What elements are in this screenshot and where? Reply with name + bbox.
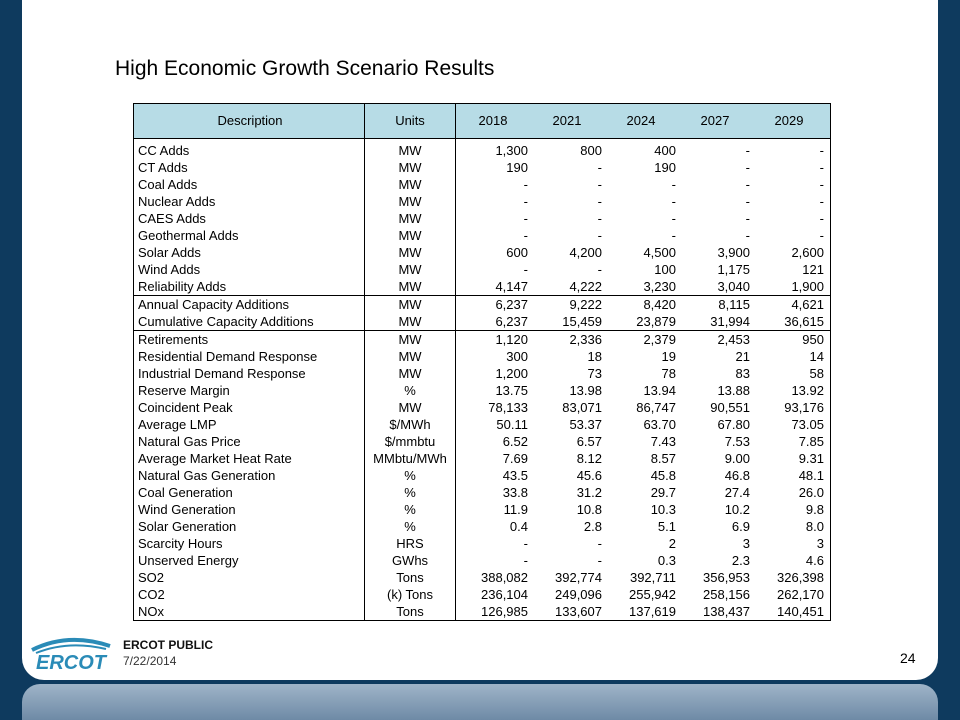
cell-value: - [597, 210, 602, 226]
cell-value: 10.8 [576, 501, 602, 517]
header-year: 2018 [456, 104, 531, 139]
table-row [134, 603, 831, 621]
cell-value: 0.3 [657, 552, 676, 568]
cell-value: 2,379 [604, 331, 678, 349]
cell-value: 137,619 [604, 603, 678, 621]
cell-value: 7.43 [650, 433, 676, 449]
cell-value: 7.69 [502, 450, 528, 466]
cell-value: - [523, 552, 528, 568]
cell-value: - [745, 210, 750, 226]
row-description: Unserved Energy [134, 552, 365, 569]
cell-value: - [597, 552, 602, 568]
cell-value: - [752, 227, 831, 244]
cell-value: 2 [668, 535, 676, 551]
cell-value: 13.75 [495, 382, 528, 398]
cell-value: 58 [752, 365, 831, 382]
table-row [134, 518, 831, 535]
cell-value: 100 [654, 261, 676, 277]
table-row [134, 552, 831, 569]
table-row [134, 210, 831, 227]
cell-value: 326,398 [752, 569, 831, 586]
cell-value: 90,551 [710, 399, 750, 415]
cell-value: 10.2 [724, 501, 750, 517]
row-description: Wind Generation [134, 501, 365, 518]
cell-value: 3,040 [717, 278, 750, 294]
row-description: Nuclear Adds [134, 193, 365, 210]
cell-value: 36,615 [752, 313, 831, 331]
table-row [134, 416, 831, 433]
cell-value: 46.8 [724, 467, 750, 483]
cell-value: 29.7 [650, 484, 676, 500]
row-units: MW [365, 399, 456, 416]
cell-value: 255,942 [629, 586, 676, 602]
header-units: Units [365, 104, 456, 139]
cell-value: 950 [752, 331, 831, 349]
cell-value: 7.53 [724, 433, 750, 449]
cell-value: - [752, 193, 831, 210]
row-description: CC Adds [134, 142, 365, 159]
page-number: 24 [900, 650, 916, 666]
row-description: Geothermal Adds [134, 227, 365, 244]
cell-value: - [597, 193, 602, 209]
cell-value: 2.3 [731, 552, 750, 568]
row-units: MW [365, 244, 456, 261]
cell-value: 13.92 [752, 382, 831, 399]
cell-value: 258,156 [703, 586, 750, 602]
slide-title: High Economic Growth Scenario Results [115, 57, 495, 80]
classification-label: ERCOT PUBLIC [123, 638, 213, 652]
row-description: Industrial Demand Response [134, 365, 365, 382]
cell-value: 190 [506, 159, 528, 175]
table-header-row [134, 104, 831, 139]
cell-value: 6.52 [502, 433, 528, 449]
cell-value: 8.12 [576, 450, 602, 466]
cell-value: 6.57 [576, 433, 602, 449]
table-row [134, 433, 831, 450]
row-description: CO2 [134, 586, 365, 603]
cell-value: 6,237 [495, 313, 528, 329]
cell-value: 356,953 [703, 569, 750, 585]
cell-value: 133,607 [530, 603, 604, 621]
cell-value: 1,900 [752, 278, 831, 296]
footer [123, 638, 213, 668]
cell-value: - [523, 193, 528, 209]
cell-value: 392,774 [555, 569, 602, 585]
row-units: (k) Tons [365, 586, 456, 603]
table-row [134, 227, 831, 244]
cell-value: - [523, 210, 528, 226]
cell-value: 3,900 [717, 244, 750, 260]
cell-value: 140,451 [752, 603, 831, 621]
header-year: 2021 [530, 104, 604, 139]
cell-value: 19 [661, 348, 676, 364]
cell-value: 0.4 [509, 518, 528, 534]
row-description: CT Adds [134, 159, 365, 176]
cell-value: 9.8 [752, 501, 831, 518]
row-description: Scarcity Hours [134, 535, 365, 552]
row-units: % [365, 467, 456, 484]
header-description: Description [134, 104, 365, 139]
cell-value: 31,994 [710, 313, 750, 329]
cell-value: 800 [580, 142, 602, 158]
cell-value: 78,133 [488, 399, 528, 415]
cell-value: 126,985 [456, 603, 531, 621]
cell-value: 2.8 [583, 518, 602, 534]
table-row [134, 142, 831, 159]
row-units: GWhs [365, 552, 456, 569]
results-table [133, 103, 831, 621]
row-units: MW [365, 331, 456, 349]
row-description: Natural Gas Price [134, 433, 365, 450]
cell-value: - [745, 176, 750, 192]
row-units: MW [365, 348, 456, 365]
row-units: MW [365, 176, 456, 193]
row-units: MW [365, 278, 456, 296]
cell-value: 3 [752, 535, 831, 552]
ercot-logo [28, 634, 114, 674]
cell-value: - [752, 210, 831, 227]
cell-value: - [752, 142, 831, 159]
cell-value: 1,120 [456, 331, 531, 349]
row-units: $/MWh [365, 416, 456, 433]
row-description: Residential Demand Response [134, 348, 365, 365]
cell-value: 600 [506, 244, 528, 260]
cell-value: 121 [752, 261, 831, 278]
cell-value: 3 [742, 535, 750, 551]
cell-value: - [597, 227, 602, 243]
cell-value: 9.31 [752, 450, 831, 467]
cell-value: 73.05 [752, 416, 831, 433]
cell-value: 23,879 [636, 313, 676, 329]
row-description: Average Market Heat Rate [134, 450, 365, 467]
cell-value: 86,747 [636, 399, 676, 415]
table-row [134, 331, 831, 349]
cell-value: 7.85 [752, 433, 831, 450]
cell-value: 138,437 [678, 603, 752, 621]
cell-value: 249,096 [555, 586, 602, 602]
cell-value: - [671, 193, 676, 209]
table-row [134, 176, 831, 193]
row-units: MW [365, 159, 456, 176]
cell-value: 18 [587, 348, 602, 364]
row-description: Retirements [134, 331, 365, 349]
cell-value: 9.00 [724, 450, 750, 466]
cell-value: 27.4 [724, 484, 750, 500]
row-description: Cumulative Capacity Additions [134, 313, 365, 331]
cell-value: 392,711 [629, 569, 676, 585]
cell-value: 9,222 [530, 296, 604, 314]
cell-value: 93,176 [752, 399, 831, 416]
footer-date: 7/22/2014 [123, 654, 177, 668]
cell-value: 63.70 [643, 416, 676, 432]
cell-value: 43.5 [502, 467, 528, 483]
table-row [134, 586, 831, 603]
row-description: Reliability Adds [134, 278, 365, 296]
cell-value: - [745, 159, 750, 175]
row-units: MW [365, 142, 456, 159]
cell-value: 1,200 [495, 365, 528, 381]
table-row [134, 382, 831, 399]
cell-value: - [523, 176, 528, 192]
cell-value: 1,175 [717, 261, 750, 277]
row-description: NOx [134, 603, 365, 621]
row-units: Tons [365, 569, 456, 586]
cell-value: 73 [587, 365, 602, 381]
cell-value: - [745, 193, 750, 209]
cell-value: 4.6 [752, 552, 831, 569]
cell-value: 83 [735, 365, 750, 381]
row-description: SO2 [134, 569, 365, 586]
table-row [134, 313, 831, 331]
logo-text: ERCOT [36, 652, 106, 674]
cell-value: - [671, 176, 676, 192]
cell-value: 15,459 [562, 313, 602, 329]
row-units: MW [365, 227, 456, 244]
row-units: MW [365, 193, 456, 210]
cell-value: - [671, 227, 676, 243]
cell-value: 2,600 [752, 244, 831, 261]
header-year: 2027 [678, 104, 752, 139]
table-row [134, 467, 831, 484]
row-description: Average LMP [134, 416, 365, 433]
cell-value: 190 [654, 159, 676, 175]
table-body [134, 139, 831, 621]
cell-value: - [597, 535, 602, 551]
cell-value: - [745, 142, 750, 158]
row-description: Annual Capacity Additions [134, 296, 365, 314]
cell-value: 3,230 [643, 278, 676, 294]
row-units: MW [365, 296, 456, 314]
table-row [134, 296, 831, 314]
cell-value: - [523, 535, 528, 551]
cell-value: 11.9 [503, 501, 528, 517]
table-row [134, 365, 831, 382]
row-units: Tons [365, 603, 456, 621]
header-year: 2029 [752, 104, 831, 139]
row-description: Solar Adds [134, 244, 365, 261]
cell-value: 4,222 [569, 278, 602, 294]
table-row [134, 159, 831, 176]
table-row [134, 193, 831, 210]
row-description: Coal Generation [134, 484, 365, 501]
row-units: HRS [365, 535, 456, 552]
cell-value: 78 [661, 365, 676, 381]
row-description: CAES Adds [134, 210, 365, 227]
cell-value: 4,500 [643, 244, 676, 260]
cell-value: 2,336 [530, 331, 604, 349]
cell-value: 48.1 [752, 467, 831, 484]
cell-value: 5.1 [657, 518, 676, 534]
cell-value: 53.37 [569, 416, 602, 432]
table-row [134, 501, 831, 518]
row-description: Reserve Margin [134, 382, 365, 399]
row-description: Wind Adds [134, 261, 365, 278]
cell-value: 8,115 [678, 296, 752, 314]
cell-value: 13.94 [643, 382, 676, 398]
cell-value: 4,147 [495, 278, 528, 294]
cell-value: 388,082 [481, 569, 528, 585]
cell-value: 300 [506, 348, 528, 364]
table-row [134, 244, 831, 261]
cell-value: 400 [654, 142, 676, 158]
row-description: Solar Generation [134, 518, 365, 535]
table-row [134, 399, 831, 416]
cell-value: 45.6 [576, 467, 602, 483]
cell-value: 67.80 [717, 416, 750, 432]
cell-value: - [597, 261, 602, 277]
cell-value: - [752, 176, 831, 193]
header-year: 2024 [604, 104, 678, 139]
row-units: % [365, 484, 456, 501]
table-row [134, 535, 831, 552]
cell-value: 13.98 [569, 382, 602, 398]
cell-value: 8.0 [752, 518, 831, 535]
row-units: MW [365, 313, 456, 331]
cell-value: - [745, 227, 750, 243]
row-units: % [365, 501, 456, 518]
cell-value: - [523, 227, 528, 243]
row-units: MW [365, 210, 456, 227]
cell-value: 6.9 [731, 518, 750, 534]
row-units: % [365, 518, 456, 535]
cell-value: 13.88 [717, 382, 750, 398]
cell-value: 4,200 [569, 244, 602, 260]
row-units: MW [365, 365, 456, 382]
cell-value: 8.57 [650, 450, 676, 466]
cell-value: 6,237 [456, 296, 531, 314]
cell-value: 83,071 [562, 399, 602, 415]
row-description: Coal Adds [134, 176, 365, 193]
row-units: MW [365, 261, 456, 278]
cell-value: 50.11 [496, 416, 528, 432]
cell-value: 236,104 [481, 586, 528, 602]
cell-value: 262,170 [752, 586, 831, 603]
row-description: Natural Gas Generation [134, 467, 365, 484]
row-description: Coincident Peak [134, 399, 365, 416]
cell-value: - [752, 159, 831, 176]
cell-value: 10.3 [650, 501, 676, 517]
cell-value: - [523, 261, 528, 277]
cell-value: 26.0 [752, 484, 831, 501]
cell-value: - [597, 176, 602, 192]
cell-value: 4,621 [752, 296, 831, 314]
table-row [134, 569, 831, 586]
cell-value: 14 [752, 348, 831, 365]
cell-value: - [671, 210, 676, 226]
cell-value: 1,300 [495, 142, 528, 158]
table-row [134, 484, 831, 501]
table-row [134, 278, 831, 296]
cell-value: - [597, 159, 602, 175]
row-units: $/mmbtu [365, 433, 456, 450]
cell-value: 45.8 [650, 467, 676, 483]
row-units: MMbtu/MWh [365, 450, 456, 467]
row-units: % [365, 382, 456, 399]
cell-value: 8,420 [604, 296, 678, 314]
table-row [134, 261, 831, 278]
table-row [134, 450, 831, 467]
cell-value: 2,453 [678, 331, 752, 349]
bottom-bar [22, 684, 938, 720]
cell-value: 21 [735, 348, 750, 364]
cell-value: 33.8 [502, 484, 528, 500]
table-row [134, 348, 831, 365]
cell-value: 31.2 [576, 484, 602, 500]
